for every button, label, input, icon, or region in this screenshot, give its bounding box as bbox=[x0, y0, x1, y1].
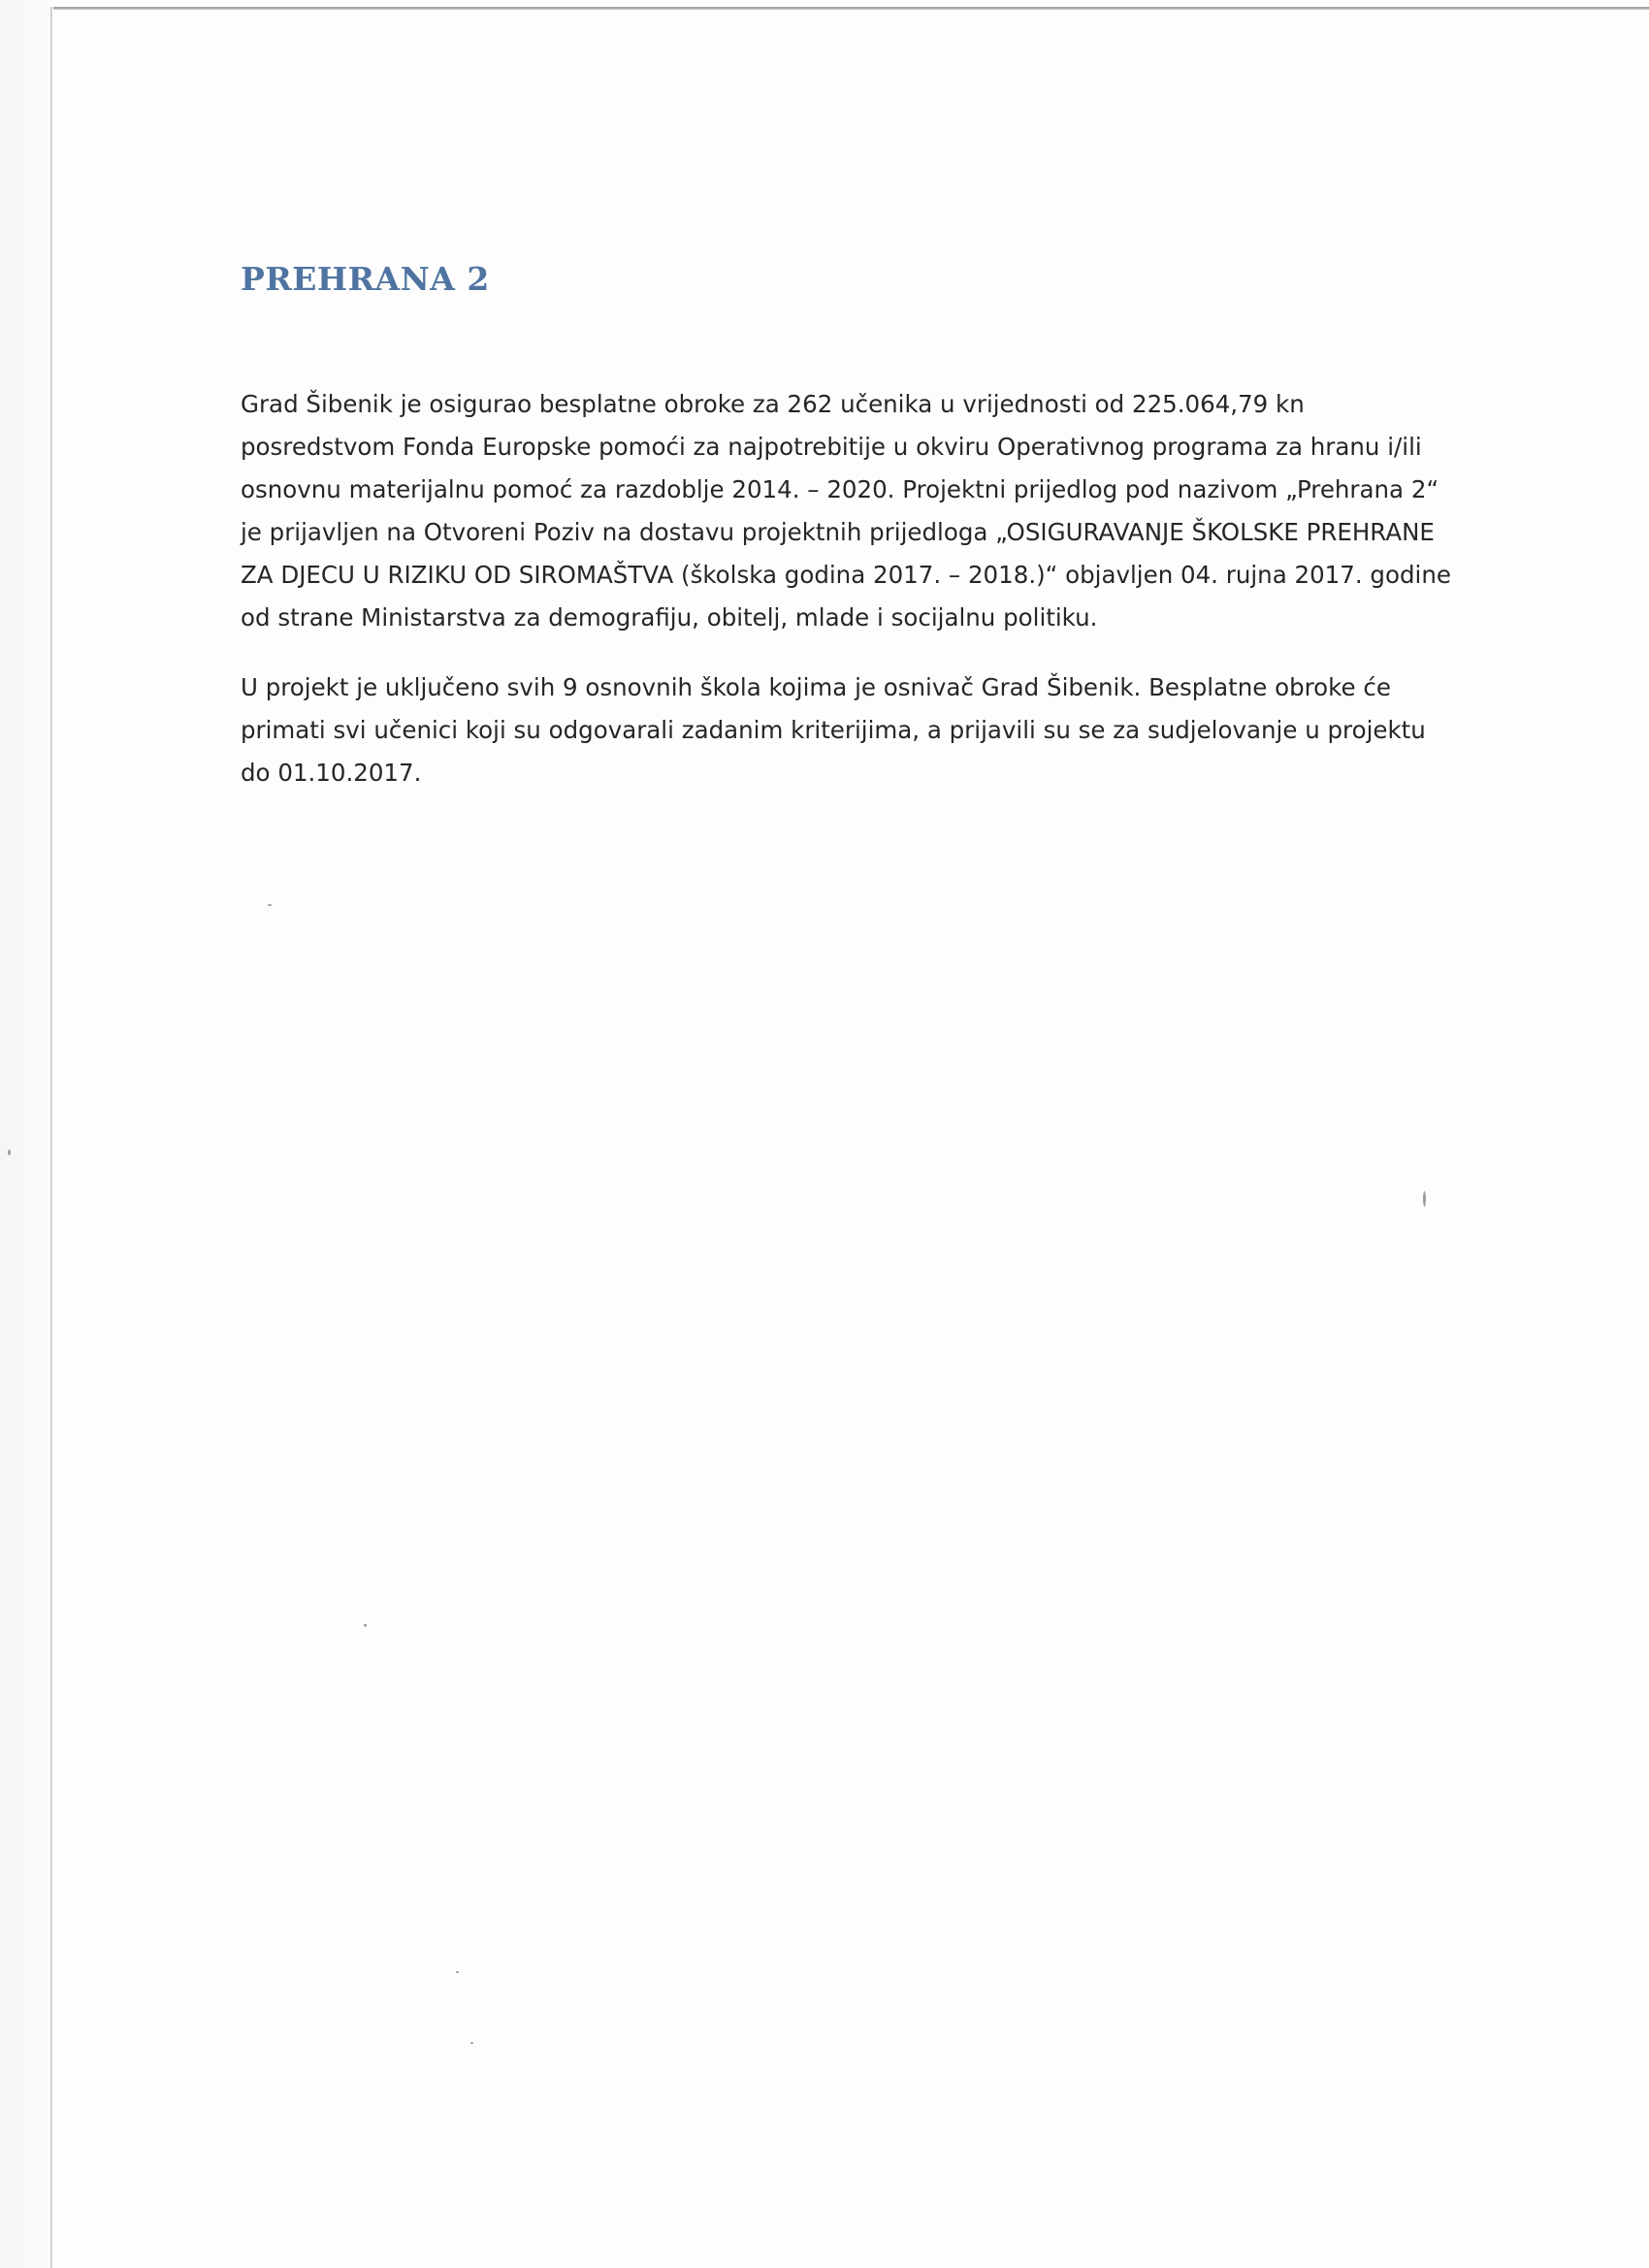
scan-speck bbox=[470, 2042, 473, 2044]
scan-speck bbox=[268, 904, 272, 906]
document-heading: PREHRANA 2 bbox=[241, 260, 490, 298]
document-body bbox=[241, 260, 1472, 822]
scan-speck bbox=[456, 1971, 459, 1973]
scan-speck bbox=[1423, 1191, 1426, 1207]
scan-left-margin bbox=[0, 0, 50, 2268]
scan-left-edge bbox=[50, 7, 52, 2268]
scan-speck bbox=[364, 1624, 367, 1627]
scan-speck bbox=[8, 1150, 11, 1155]
paragraph-1: Grad Šibenik je osigurao besplatne obroke za 262 učenika u vrijednosti od 225.064,79 kn posredstvom Fonda Europske pomoći za najpotrebitije u okviru Operativnog programa za hranu i/ili osnovnu materijalnu pomoć za razdoblje 2014. – 2020. Projektni prijedlog pod nazivom „Prehrana 2“ je prijavljen na Otvoreni Poziv na dostavu projektnih prijedloga „OSIGURAVANJE ŠKOLSKE PREHRANE ZA DJECU U RIZIKU OD SIROMAŠTVA (školska godina 2017. – 2018.)“ objavljen 04. rujna 2017. godine od strane Ministarstva za demografiju, obitelj, mlade i socijalnu politiku. bbox=[241, 390, 1451, 632]
paragraph-2: U projekt je uključeno svih 9 osnovnih škola kojima je osnivač Grad Šibenik. Besplatne obroke će primati svi učenici koji su odgovarali zadanim kriterijima, a prijavili su se za sudjelovanje u projektu do 01.10.2017. bbox=[241, 673, 1426, 787]
scan-top-edge bbox=[53, 7, 1649, 10]
